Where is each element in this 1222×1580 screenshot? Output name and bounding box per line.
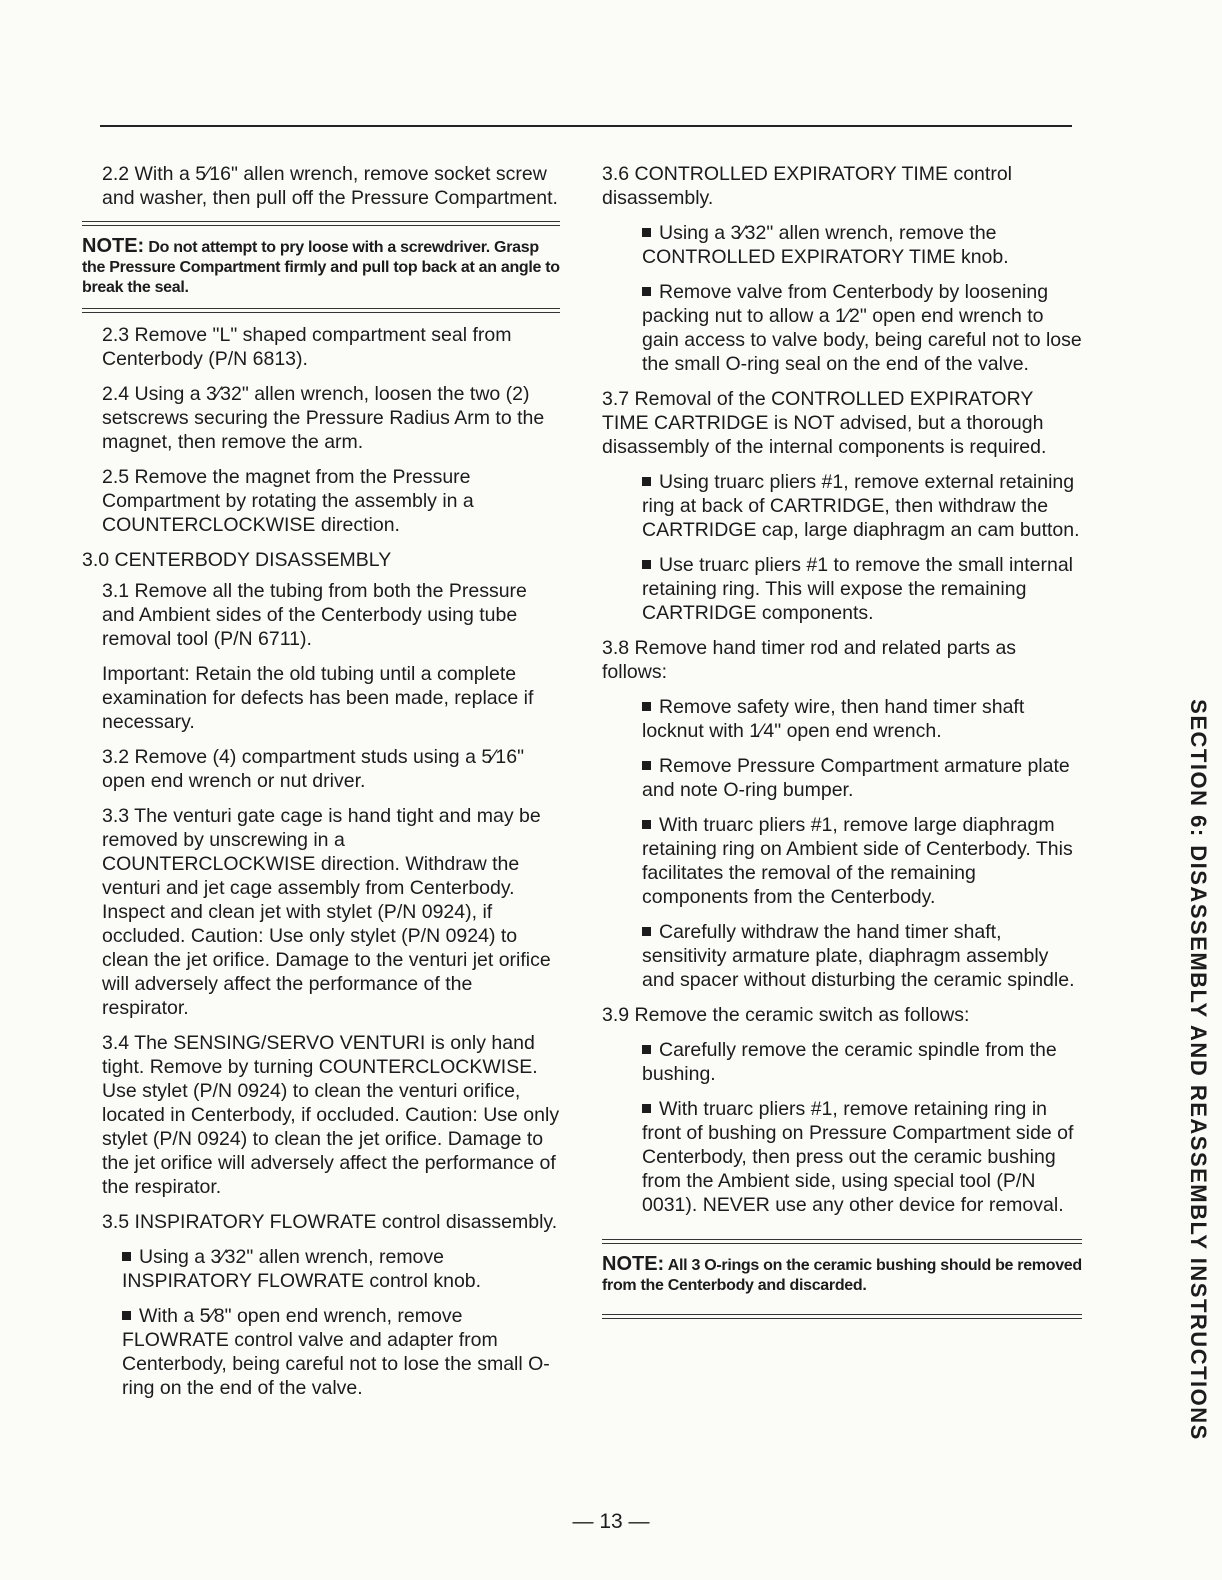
list-item: Use truarc pliers #1 to remove the small internal retaining ring. This will expose the remaining CARTRIDGE components. — [642, 554, 1074, 624]
top-rule — [100, 125, 1072, 127]
step-2-5: 2.5 Remove the magnet from the Pressure Compartment by rotating the assembly in a COUNTERCLOCKWISE direction. — [102, 466, 474, 536]
bullet-icon — [642, 1045, 651, 1054]
section-sidebar-title: SECTION 6: DISASSEMBLY AND REASSEMBLY INSTRUCTIONS — [1186, 699, 1211, 1441]
bullet-icon — [642, 1104, 651, 1113]
bullet-icon — [122, 1311, 131, 1320]
important-text: Important: Retain the old tubing until a complete examination for defects has been made, replace if necessary. — [102, 663, 534, 733]
list-item: With a 5⁄8" open end wrench, remove FLOWRATE control valve and adapter from Centerbody, being careful not to lose the small O-ring on the end of the valve. — [122, 1305, 550, 1399]
note-1-text: Do not attempt to pry loose with a screwdriver. Grasp the Pressure Compartment firmly and pull top back at an angle to break the seal. — [82, 239, 560, 296]
step-3-8: 3.8 Remove hand timer rod and related parts as follows: — [602, 637, 1017, 683]
step-3-9: 3.9 Remove the ceramic switch as follows: — [602, 1004, 970, 1026]
note-1 — [82, 236, 560, 298]
step-3-5: 3.5 INSPIRATORY FLOWRATE control disassembly. — [102, 1211, 558, 1233]
list-item: Carefully withdraw the hand timer shaft, sensitivity armature plate, diaphragm assembly and spacer without disturbing the ceramic spindle. — [642, 921, 1075, 991]
note-2-text: All 3 O-rings on the ceramic bushing should be removed from the Centerbody and discarded. — [602, 1257, 1082, 1294]
bullet-icon — [122, 1252, 131, 1261]
bullet-icon — [642, 228, 651, 237]
list-item: Using a 3⁄32" allen wrench, remove the CONTROLLED EXPIRATORY TIME knob. — [642, 222, 1009, 268]
bullet-icon — [642, 287, 651, 296]
step-2-3: 2.3 Remove "L" shaped compartment seal from Centerbody (P/N 6813). — [102, 324, 512, 370]
list-item: Using truarc pliers #1, remove external retaining ring at back of CARTRIDGE, then withdraw the CARTRIDGE cap, large diaphragm an cam button. — [642, 471, 1080, 541]
step-3-7: 3.7 Removal of the CONTROLLED EXPIRATORY TIME CARTRIDGE is NOT advised, but a thorough disassembly of the internal components is required. — [602, 388, 1047, 458]
bullet-icon — [642, 820, 651, 829]
note-rule-top — [82, 221, 560, 226]
step-3-2: 3.2 Remove (4) compartment studs using a 5⁄16" open end wrench or nut driver. — [102, 746, 525, 792]
note-label: NOTE: — [82, 235, 145, 257]
note-rule-bottom — [82, 308, 560, 313]
list-item: With truarc pliers #1, remove large diaphragm retaining ring on Ambient side of Centerbody. This facilitates the removal of the remaining components from the Centerbody. — [642, 814, 1073, 908]
list-item: Remove safety wire, then hand timer shaft locknut with 1⁄4" open end wrench. — [642, 696, 1025, 742]
step-3-6: 3.6 CONTROLLED EXPIRATORY TIME control disassembly. — [602, 163, 1012, 209]
list-item: Remove valve from Centerbody by loosening packing nut to allow a 1⁄2" open end wrench to gain access to valve body, being careful not to lose the small O-ring seal on the end of the valve. — [642, 281, 1082, 375]
note-2 — [602, 1254, 1082, 1296]
step-3-4: 3.4 The SENSING/SERVO VENTURI is only hand tight. Remove by turning COUNTERCLOCKWISE. Use stylet (P/N 0924) to clean the venturi orifice, located in Centerbody, if occluded. Caution: Use only stylet (P/N 0924) to clean the jet orifice. Damage to the jet orifice will adversely affect the performance of the respirator. — [102, 1032, 560, 1198]
bullet-icon — [642, 927, 651, 936]
note-label: NOTE: — [602, 1253, 665, 1275]
list-item: Remove Pressure Compartment armature plate and note O-ring bumper. — [642, 755, 1070, 801]
bullet-icon — [642, 560, 651, 569]
list-item: Using a 3⁄32" allen wrench, remove INSPIRATORY FLOWRATE control knob. — [122, 1246, 482, 1292]
left-column — [82, 162, 560, 1411]
step-2-2: 2.2 With a 5⁄16" allen wrench, remove socket screw and washer, then pull off the Pressure Compartment. — [102, 163, 558, 209]
step-2-4: 2.4 Using a 3⁄32" allen wrench, loosen the two (2) setscrews securing the Pressure Radius Arm to the magnet, then remove the arm. — [102, 383, 545, 453]
step-3-3: 3.3 The venturi gate cage is hand tight and may be removed by unscrewing in a COUNTERCLOCKWISE direction. Withdraw the venturi and jet cage assembly from Centerbody. Inspect and clean jet with stylet (P/N 0924), if occluded. Caution: Use only stylet (P/N 0924) to clean the jet orifice. Damage to the venturi jet orifice will adversely affect the performance of the respirator. — [102, 805, 551, 1019]
note-rule-top — [602, 1239, 1082, 1244]
bullet-icon — [642, 477, 651, 486]
list-item: Carefully remove the ceramic spindle from the bushing. — [642, 1039, 1057, 1085]
note-rule-bottom — [602, 1314, 1082, 1319]
section-3-0-heading: 3.0 CENTERBODY DISASSEMBLY — [82, 549, 392, 571]
bullet-icon — [642, 761, 651, 770]
bullet-icon — [642, 702, 651, 711]
page-number: — 13 — — [572, 1510, 650, 1533]
right-column — [602, 162, 1082, 1329]
list-item: With truarc pliers #1, remove retaining ring in front of bushing on Pressure Compartment side of Centerbody, then press out the ceramic bushing from the Ambient side, using special tool (P/N 0031). NEVER use any other device for removal. — [642, 1098, 1074, 1216]
step-3-1: 3.1 Remove all the tubing from both the Pressure and Ambient sides of the Centerbody using tube removal tool (P/N 6711). — [102, 580, 527, 650]
